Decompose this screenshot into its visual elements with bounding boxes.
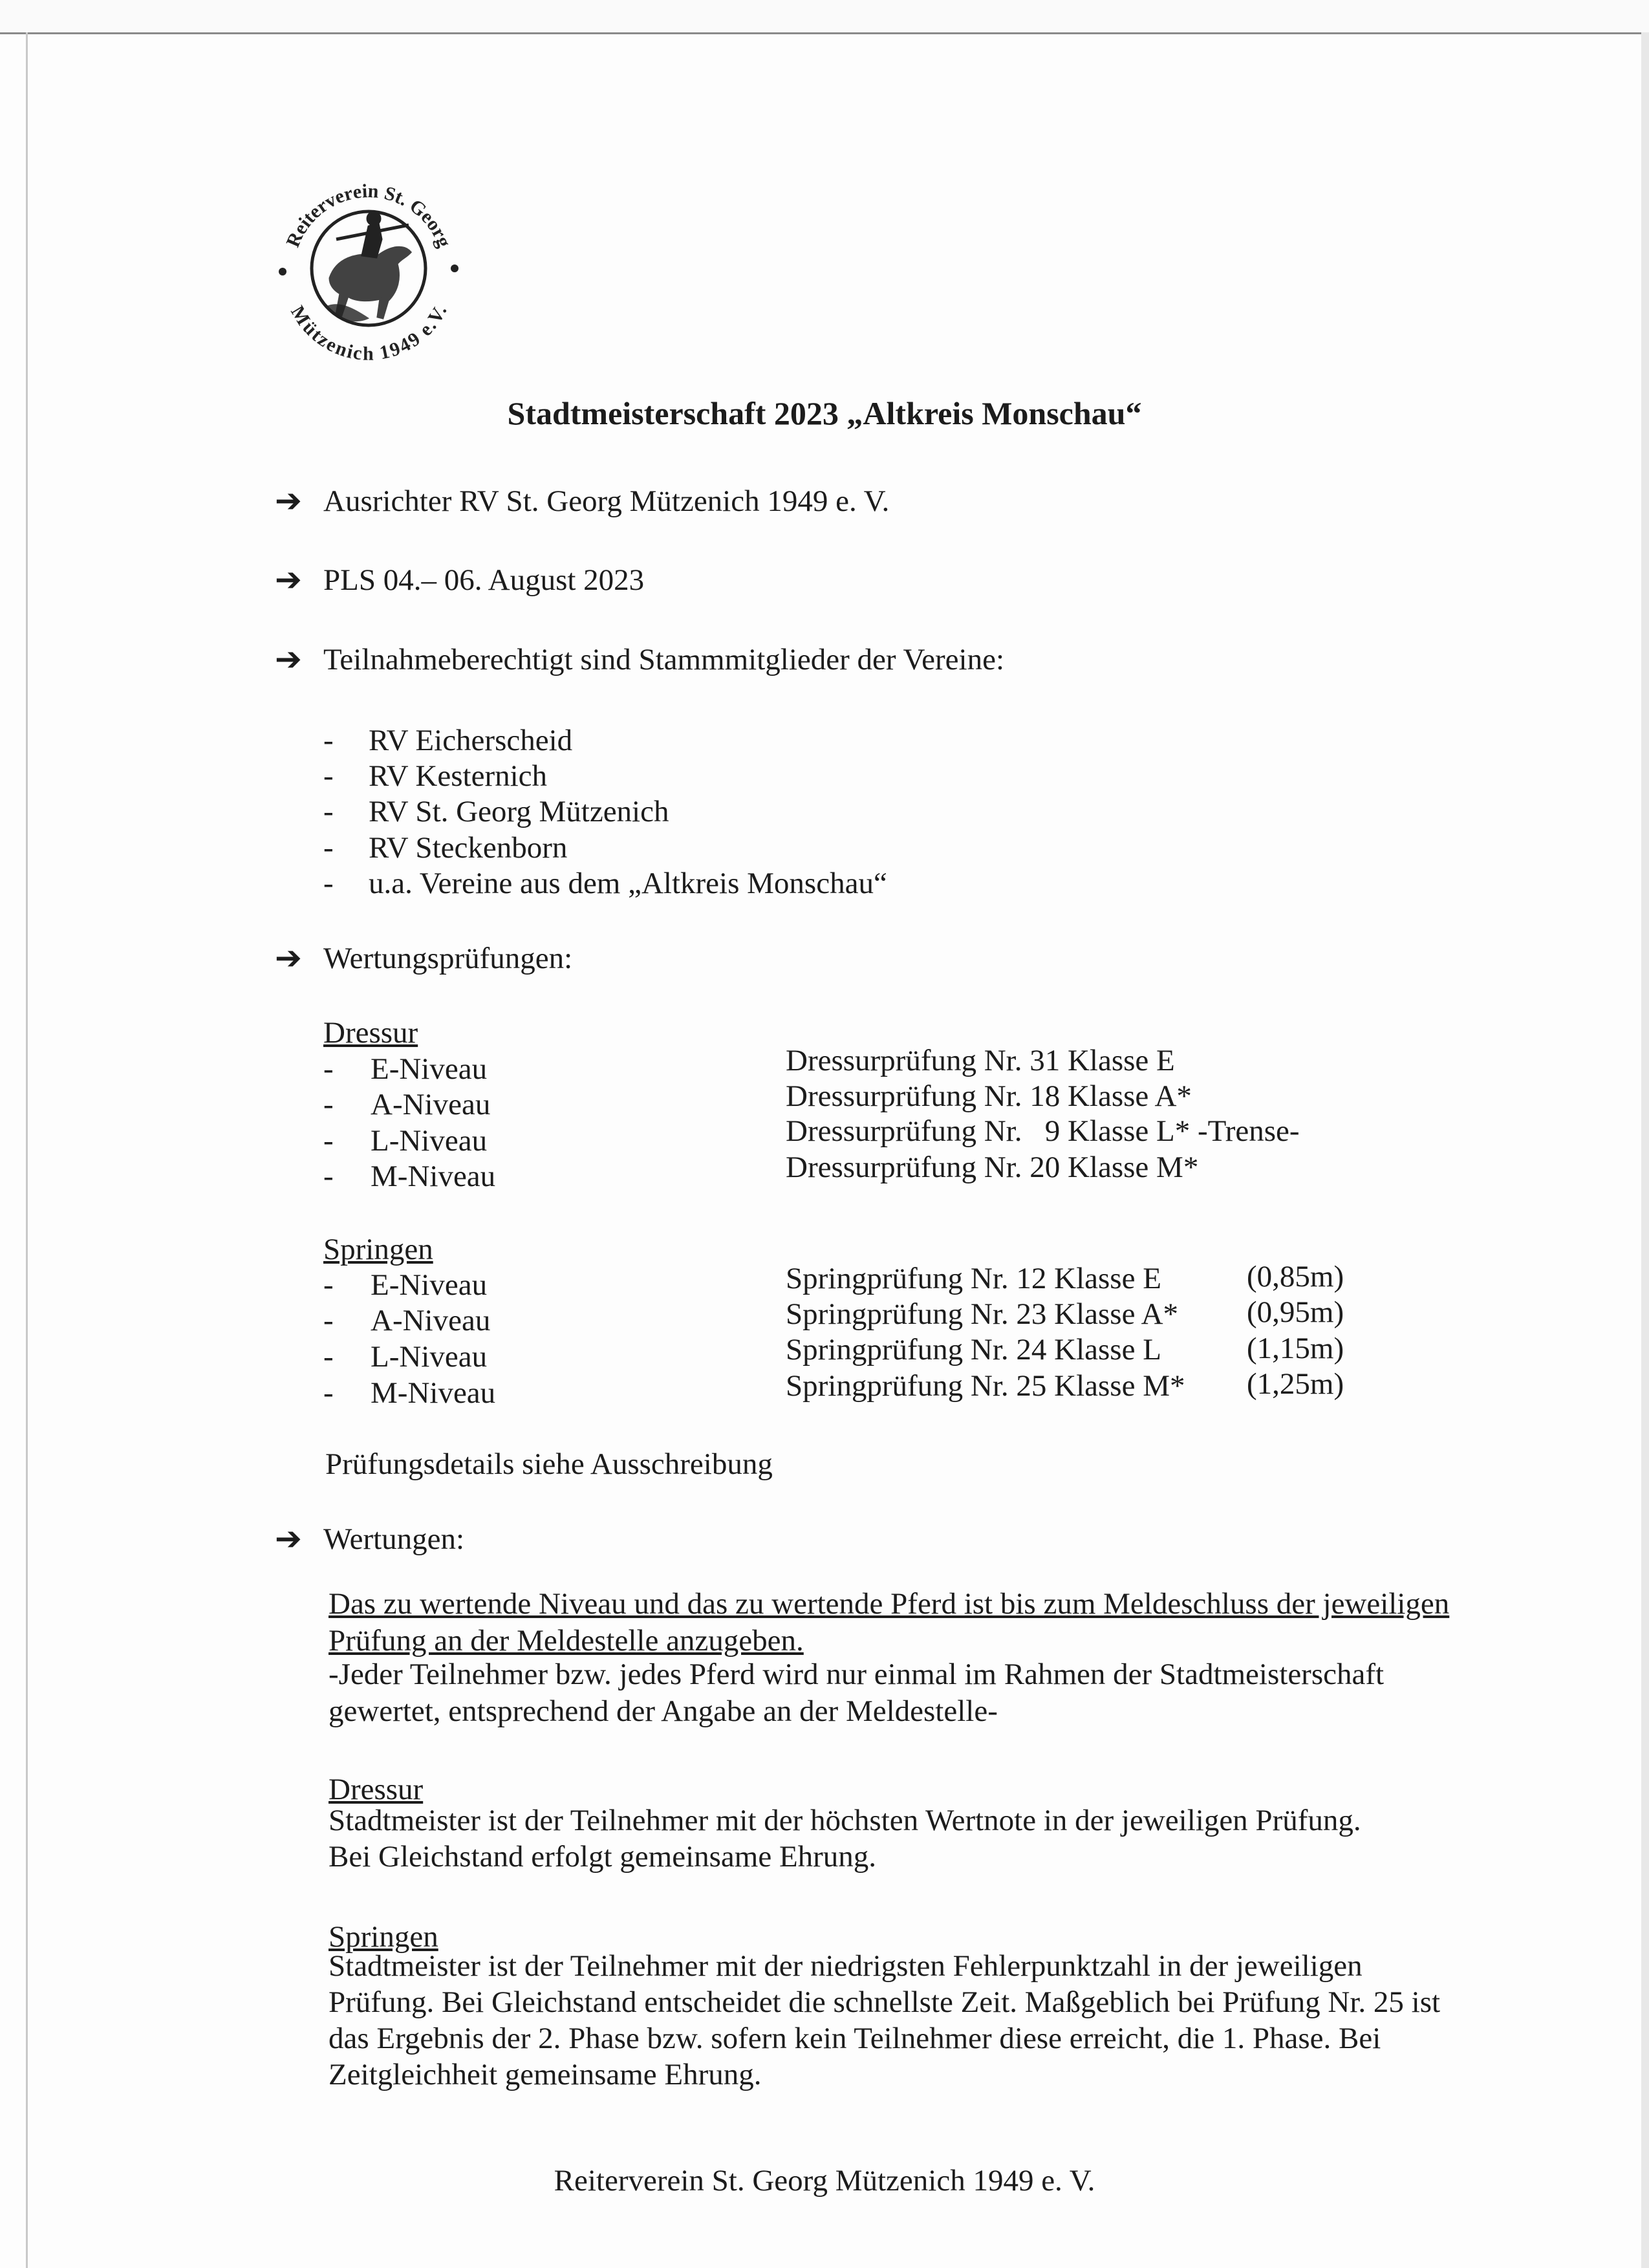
scoring-jumping-line: Zeitgleichheit gemeinsame Ehrung. (329, 2058, 762, 2091)
tests-heading: Wertungsprüfungen: (323, 942, 573, 975)
list-dash: - (323, 1340, 334, 1374)
scan-right-edge (1641, 32, 1649, 2268)
list-dash: - (323, 1088, 334, 1121)
jumping-heading: Springen (323, 1233, 433, 1266)
dressage-exam: Dressurprüfung Nr. 20 Klasse M* (786, 1150, 1199, 1184)
list-dash: - (323, 1160, 334, 1193)
arrow-icon: ➔ (275, 561, 302, 598)
arrow-icon: ➔ (275, 482, 302, 519)
list-dash: - (323, 724, 334, 757)
organizer-line: Ausrichter RV St. Georg Mützenich 1949 e. V. (323, 484, 890, 518)
jumping-exam: Springprüfung Nr. 25 Klasse M* (786, 1369, 1185, 1403)
list-dash: - (323, 759, 334, 793)
jumping-exam: Springprüfung Nr. 23 Klasse A* (786, 1297, 1179, 1331)
scoring-intro-line: Prüfung an der Meldestelle anzugeben. (329, 1624, 804, 1658)
footer-signature: Reiterverein St. Georg Mützenich 1949 e. V. (554, 2164, 1095, 2198)
arrow-icon: ➔ (275, 640, 302, 678)
club-item: RV Kesternich (369, 759, 548, 793)
jumping-height: (0,85m) (1247, 1260, 1344, 1293)
club-item: RV Steckenborn (369, 831, 568, 865)
scan-left-edge (26, 32, 28, 2268)
dressage-exam: Dressurprüfung Nr. 9 Klasse L* -Trense- (786, 1114, 1300, 1148)
jumping-exam: Springprüfung Nr. 12 Klasse E (786, 1262, 1161, 1295)
dressage-level: E-Niveau (371, 1052, 488, 1086)
scoring-intro-line: Das zu wertende Niveau und das zu wertende Pferd ist bis zum Meldeschluss der jeweiligen (329, 1587, 1450, 1621)
scoring-jumping-line: Stadtmeister ist der Teilnehmer mit der niedrigsten Fehlerpunktzahl in der jeweiligen (329, 1949, 1363, 1983)
jumping-height: (0,95m) (1247, 1295, 1344, 1329)
dressage-exam: Dressurprüfung Nr. 18 Klasse A* (786, 1079, 1192, 1113)
scoring-jumping-line: Prüfung. Bei Gleichstand entscheidet die schnellste Zeit. Maßgeblich bei Prüfung Nr. 25 ist (329, 1985, 1441, 2019)
dates-line: PLS 04.– 06. August 2023 (323, 563, 645, 597)
list-dash: - (323, 795, 334, 828)
svg-text:Reiterverein St. Georg: Reiterverein St. Georg (282, 180, 455, 251)
jumping-height: (1,15m) (1247, 1332, 1344, 1365)
scoring-note-line: gewertet, entsprechend der Angabe an der Meldestelle- (329, 1694, 998, 1728)
scoring-jumping-line: das Ergebnis der 2. Phase bzw. sofern kein Teilnehmer diese erreicht, die 1. Phase. Bei (329, 2022, 1381, 2055)
scoring-jumping-heading: Springen (329, 1920, 438, 1954)
svg-text:Mützenich 1949 e.V.: Mützenich 1949 e.V. (286, 302, 451, 365)
dressage-level: A-Niveau (371, 1088, 491, 1121)
list-dash: - (323, 1268, 334, 1302)
jumping-level: M-Niveau (371, 1376, 496, 1410)
scoring-note-line: -Jeder Teilnehmer bzw. jedes Pferd wird nur einmal im Rahmen der Stadtmeisterschaft (329, 1658, 1385, 1691)
jumping-exam: Springprüfung Nr. 24 Klasse L (786, 1333, 1161, 1366)
list-dash: - (323, 831, 334, 865)
scoring-dressage-line: Bei Gleichstand erfolgt gemeinsame Ehrung. (329, 1840, 877, 1874)
list-dash: - (323, 1376, 334, 1410)
club-item: u.a. Vereine aus dem „Altkreis Monschau“ (369, 867, 887, 900)
details-note: Prüfungsdetails siehe Ausschreibung (325, 1447, 773, 1481)
list-dash: - (323, 867, 334, 900)
jumping-level: A-Niveau (371, 1304, 491, 1337)
dressage-exam: Dressurprüfung Nr. 31 Klasse E (786, 1044, 1175, 1077)
jumping-height: (1,25m) (1247, 1367, 1344, 1401)
scoring-heading: Wertungen: (323, 1522, 465, 1556)
jumping-level: E-Niveau (371, 1268, 488, 1302)
eligibility-line: Teilnahmeberechtigt sind Stammmitglieder der Vereine: (323, 643, 1005, 676)
list-dash: - (323, 1052, 334, 1086)
dressage-heading: Dressur (323, 1016, 418, 1050)
dressage-level: M-Niveau (371, 1160, 496, 1193)
list-dash: - (323, 1304, 334, 1337)
jumping-level: L-Niveau (371, 1340, 488, 1374)
dressage-level: L-Niveau (371, 1124, 488, 1158)
arrow-icon: ➔ (275, 939, 302, 977)
arrow-icon: ➔ (275, 1520, 302, 1557)
scoring-dressage-line: Stadtmeister ist der Teilnehmer mit der höchsten Wertnote in der jeweiligen Prüfung. (329, 1804, 1361, 1837)
club-seal-logo (259, 149, 479, 369)
list-dash: - (323, 1124, 334, 1158)
document-title: Stadtmeisterschaft 2023 „Altkreis Monschau“ (507, 395, 1142, 431)
club-item: RV Eicherscheid (369, 724, 573, 757)
scoring-dressage-heading: Dressur (329, 1773, 424, 1806)
club-item: RV St. Georg Mützenich (369, 795, 669, 828)
scan-top-edge (0, 0, 1649, 34)
